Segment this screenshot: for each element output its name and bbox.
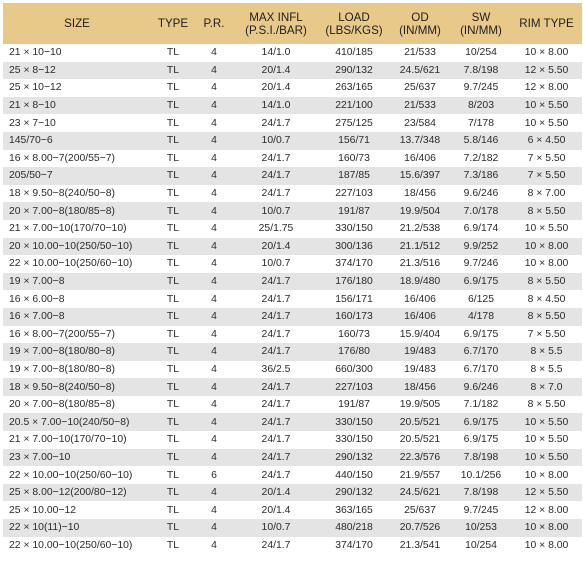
cell-sw: 10/254 (465, 539, 497, 551)
cell-pr: 4 (211, 293, 217, 305)
table-row (3, 273, 582, 291)
cell-size: 21 × 7.00−10(170/70−10) (9, 434, 127, 446)
cell-type: TL (166, 504, 180, 516)
column-header-od (389, 3, 451, 44)
cell-size: 19 × 7.00−8 (9, 276, 65, 288)
cell-load: 187/85 (338, 170, 370, 182)
cell-size: 16 × 7.00−8 (9, 311, 65, 323)
cell-sw: 9.6/246 (463, 381, 499, 393)
cell-rim-type: 10 × 5.50 (524, 100, 569, 112)
table-row (3, 220, 582, 238)
cell-type: TL (166, 170, 180, 182)
cell-pr: 6 (211, 469, 217, 481)
cell-type: TL (166, 451, 180, 463)
cell-sw: 7.1/182 (463, 399, 499, 411)
cell-type: TL (166, 223, 180, 235)
cell-load: 156/71 (338, 135, 370, 147)
cell-od: 18.9/480 (399, 276, 441, 288)
cell-max-infl: 20/1.4 (261, 487, 291, 499)
cell-load: 176/80 (338, 346, 370, 358)
cell-type: TL (166, 469, 180, 481)
cell-rim-type: 6 × 4.50 (527, 135, 566, 147)
cell-rim-type: 8 × 7.00 (527, 188, 566, 200)
cell-od: 21.3/516 (399, 258, 441, 270)
cell-sw: 5.8/146 (463, 135, 499, 147)
cell-sw: 7.8/198 (463, 451, 499, 463)
cell-pr: 4 (211, 363, 217, 375)
cell-sw: 7.2/182 (463, 152, 499, 164)
column-header-pr (195, 3, 233, 44)
cell-rim-type: 10 × 8.00 (524, 469, 569, 481)
cell-sw: 6.9/175 (463, 276, 499, 288)
cell-rim-type: 8 × 5.50 (527, 205, 566, 217)
table-row (3, 326, 582, 344)
cell-load: 160/73 (338, 152, 370, 164)
cell-rim-type: 10 × 8.00 (524, 258, 569, 270)
cell-od: 13.7/348 (399, 135, 441, 147)
cell-pr: 4 (211, 504, 217, 516)
cell-size: 22 × 10.00−10(250/60−10) (9, 539, 133, 551)
column-header-load (319, 3, 389, 44)
cell-rim-type: 10 × 5.50 (524, 416, 569, 428)
cell-pr: 4 (211, 416, 217, 428)
cell-type: TL (166, 47, 180, 59)
cell-max-infl: 24/1.7 (261, 381, 291, 393)
cell-sw: 6.9/175 (463, 416, 499, 428)
cell-pr: 4 (211, 117, 217, 129)
cell-pr: 4 (211, 381, 217, 393)
cell-sw: 6.9/174 (463, 223, 499, 235)
cell-od: 24.5/621 (399, 487, 441, 499)
cell-rim-type: 8 × 5.5 (530, 346, 563, 358)
tire-spec-table (3, 3, 582, 554)
cell-size: 23 × 7.00−10 (9, 451, 71, 463)
cell-pr: 4 (211, 135, 217, 147)
cell-size: 21 × 10−10 (9, 47, 62, 59)
cell-pr: 4 (211, 82, 217, 94)
cell-rim-type: 12 × 5.50 (524, 64, 569, 76)
cell-rim-type: 10 × 8.00 (524, 240, 569, 252)
cell-od: 21.2/538 (399, 223, 441, 235)
cell-pr: 4 (211, 451, 217, 463)
cell-size: 18 × 9.50−8(240/50−8) (9, 381, 116, 393)
cell-max-infl: 14/1.0 (261, 47, 291, 59)
cell-load: 290/132 (335, 487, 373, 499)
cell-rim-type: 10 × 8.00 (524, 47, 569, 59)
cell-max-infl: 24/1.7 (261, 399, 291, 411)
cell-max-infl: 24/1.7 (261, 434, 291, 446)
cell-rim-type: 10 × 5.50 (524, 117, 569, 129)
table-row (3, 413, 582, 431)
cell-size: 21 × 7.00−10(170/70−10) (9, 223, 127, 235)
table-row (3, 308, 582, 326)
cell-size: 21 × 8−10 (9, 100, 56, 112)
cell-od: 16/406 (404, 293, 436, 305)
cell-load: 410/185 (335, 47, 373, 59)
table-row (3, 449, 582, 467)
cell-pr: 4 (211, 434, 217, 446)
cell-load: 330/150 (335, 416, 373, 428)
table-row (3, 501, 582, 519)
table-body (3, 44, 582, 554)
cell-load: 290/132 (335, 64, 373, 76)
cell-size: 25 × 8.00−12(200/80−12) (9, 487, 127, 499)
column-header-sw (451, 3, 511, 44)
cell-sw: 9.9/252 (463, 240, 499, 252)
column-header-line: LOAD (338, 10, 370, 24)
cell-pr: 4 (211, 100, 217, 112)
cell-sw: 6.7/170 (463, 363, 499, 375)
cell-pr: 4 (211, 276, 217, 288)
table-row (3, 431, 582, 449)
cell-pr: 4 (211, 258, 217, 270)
cell-od: 23/584 (404, 117, 436, 129)
cell-rim-type: 8 × 4.50 (527, 293, 566, 305)
cell-max-infl: 10/0.7 (261, 258, 291, 270)
cell-type: TL (166, 539, 180, 551)
cell-size: 16 × 6.00−8 (9, 293, 65, 305)
column-header-line: (IN/MM) (460, 23, 502, 37)
cell-od: 16/406 (404, 311, 436, 323)
cell-pr: 4 (211, 205, 217, 217)
cell-type: TL (166, 381, 180, 393)
cell-sw: 10.1/256 (460, 469, 502, 481)
cell-sw: 10/254 (465, 47, 497, 59)
table-row (3, 97, 582, 115)
cell-load: 160/173 (335, 311, 373, 323)
cell-rim-type: 10 × 8.00 (524, 522, 569, 534)
cell-size: 16 × 8.00−7(200/55−7) (9, 152, 116, 164)
table-row (3, 167, 582, 185)
cell-max-infl: 24/1.7 (261, 451, 291, 463)
cell-size: 22 × 10(11)−10 (9, 522, 80, 534)
cell-load: 363/165 (335, 504, 373, 516)
table-header (3, 3, 582, 44)
cell-size: 20.5 × 7.00−10(240/50−8) (9, 416, 130, 428)
cell-type: TL (166, 293, 180, 305)
cell-od: 21/533 (404, 47, 436, 59)
table-row (3, 255, 582, 273)
cell-od: 19.9/505 (399, 399, 441, 411)
column-header-rim-type (511, 3, 582, 44)
cell-load: 300/136 (335, 240, 373, 252)
cell-od: 19/483 (404, 363, 436, 375)
cell-load: 660/300 (335, 363, 373, 375)
cell-od: 22.3/576 (399, 451, 441, 463)
cell-sw: 7.8/198 (463, 487, 499, 499)
column-header-line: (LBS/KGS) (325, 23, 383, 37)
cell-max-infl: 24/1.7 (261, 469, 291, 481)
cell-type: TL (166, 100, 180, 112)
cell-load: 263/165 (335, 82, 373, 94)
cell-rim-type: 8 × 7.0 (530, 381, 563, 393)
cell-type: TL (166, 135, 180, 147)
cell-od: 15.9/404 (399, 328, 441, 340)
column-header-line: OD (411, 10, 429, 24)
cell-type: TL (166, 117, 180, 129)
cell-type: TL (166, 258, 180, 270)
cell-max-infl: 10/0.7 (261, 135, 291, 147)
cell-rim-type: 10 × 5.50 (524, 223, 569, 235)
table-row (3, 62, 582, 80)
table-row (3, 114, 582, 132)
column-header-type (151, 3, 195, 44)
table-row (3, 150, 582, 168)
cell-load: 156/171 (335, 293, 373, 305)
cell-sw: 7/178 (467, 117, 494, 129)
cell-type: TL (166, 328, 180, 340)
cell-max-infl: 24/1.7 (261, 328, 291, 340)
cell-sw: 9.7/246 (463, 258, 499, 270)
cell-pr: 4 (211, 539, 217, 551)
cell-max-infl: 24/1.7 (261, 311, 291, 323)
cell-pr: 4 (211, 47, 217, 59)
cell-sw: 9.7/245 (463, 82, 499, 94)
table-row (3, 238, 582, 256)
column-header-line: RIM TYPE (519, 17, 574, 30)
cell-size: 20 × 7.00−8(180/85−8) (9, 205, 116, 217)
table-row (3, 343, 582, 361)
cell-load: 330/150 (335, 223, 373, 235)
cell-rim-type: 12 × 8.00 (524, 82, 569, 94)
cell-sw: 4/178 (467, 311, 494, 323)
cell-load: 374/170 (335, 539, 373, 551)
cell-pr: 4 (211, 346, 217, 358)
cell-pr: 4 (211, 170, 217, 182)
cell-type: TL (166, 522, 180, 534)
cell-type: TL (166, 205, 180, 217)
cell-od: 25/637 (404, 504, 436, 516)
cell-rim-type: 12 × 8.00 (524, 504, 569, 516)
cell-max-infl: 24/1.7 (261, 117, 291, 129)
cell-type: TL (166, 240, 180, 252)
cell-load: 480/218 (335, 522, 373, 534)
table-row (3, 361, 582, 379)
cell-size: 23 × 7−10 (9, 117, 56, 129)
cell-rim-type: 7 × 5.50 (527, 152, 566, 164)
table-row (3, 79, 582, 97)
cell-type: TL (166, 416, 180, 428)
table-row (3, 466, 582, 484)
cell-rim-type: 10 × 8.00 (524, 539, 569, 551)
cell-max-infl: 24/1.7 (261, 170, 291, 182)
cell-load: 160/73 (338, 328, 370, 340)
cell-size: 19 × 7.00−8(180/80−8) (9, 363, 116, 375)
cell-max-infl: 20/1.4 (261, 240, 291, 252)
cell-od: 18/456 (404, 188, 436, 200)
cell-od: 21/533 (404, 100, 436, 112)
cell-od: 15.6/397 (399, 170, 441, 182)
cell-type: TL (166, 276, 180, 288)
cell-load: 374/170 (335, 258, 373, 270)
cell-max-infl: 24/1.7 (261, 152, 291, 164)
cell-size: 19 × 7.00−8(180/80−8) (9, 346, 116, 358)
table-row (3, 396, 582, 414)
cell-type: TL (166, 434, 180, 446)
cell-size: 22 × 10.00−10(250/60−10) (9, 469, 133, 481)
cell-size: 20 × 7.00−8(180/85−8) (9, 399, 116, 411)
cell-sw: 7.0/178 (463, 205, 499, 217)
cell-type: TL (166, 188, 180, 200)
cell-pr: 4 (211, 223, 217, 235)
cell-sw: 8/203 (467, 100, 494, 112)
cell-od: 25/637 (404, 82, 436, 94)
cell-rim-type: 7 × 5.50 (527, 170, 566, 182)
column-header-line: (P.S.I./BAR) (245, 23, 307, 37)
cell-od: 19.9/504 (399, 205, 441, 217)
cell-load: 290/132 (335, 451, 373, 463)
cell-size: 25 × 10.00−12 (9, 504, 77, 516)
table-row (3, 44, 582, 62)
cell-pr: 4 (211, 240, 217, 252)
cell-sw: 10/253 (465, 522, 497, 534)
cell-max-infl: 20/1.4 (261, 82, 291, 94)
column-header-line: MAX INFL (249, 10, 303, 24)
cell-type: TL (166, 399, 180, 411)
cell-od: 24.5/621 (399, 64, 441, 76)
cell-size: 22 × 10.00−10(250/60−10) (9, 258, 133, 270)
cell-max-infl: 24/1.7 (261, 346, 291, 358)
cell-max-infl: 24/1.7 (261, 188, 291, 200)
cell-load: 221/100 (335, 100, 373, 112)
cell-pr: 4 (211, 487, 217, 499)
cell-sw: 6/125 (467, 293, 494, 305)
cell-sw: 6.7/170 (463, 346, 499, 358)
cell-max-infl: 24/1.7 (261, 276, 291, 288)
cell-od: 21.9/557 (399, 469, 441, 481)
cell-rim-type: 8 × 5.50 (527, 311, 566, 323)
cell-load: 191/87 (338, 399, 370, 411)
cell-size: 25 × 10−12 (9, 82, 62, 94)
column-header-line: (IN/MM) (399, 23, 441, 37)
cell-max-infl: 20/1.4 (261, 504, 291, 516)
cell-od: 21.3/541 (399, 539, 441, 551)
cell-rim-type: 10 × 5.50 (524, 434, 569, 446)
cell-rim-type: 7 × 5.50 (527, 328, 566, 340)
cell-pr: 4 (211, 328, 217, 340)
cell-load: 176/180 (335, 276, 373, 288)
cell-size: 18 × 9.50−8(240/50−8) (9, 188, 116, 200)
column-header-line: SIZE (64, 17, 90, 30)
cell-pr: 4 (211, 311, 217, 323)
table-row (3, 537, 582, 555)
column-header-line: TYPE (157, 17, 189, 30)
cell-load: 440/150 (335, 469, 373, 481)
cell-pr: 4 (211, 152, 217, 164)
cell-max-infl: 20/1.4 (261, 64, 291, 76)
cell-max-infl: 25/1.75 (258, 223, 294, 235)
cell-type: TL (166, 82, 180, 94)
cell-pr: 4 (211, 188, 217, 200)
cell-max-infl: 14/1.0 (261, 100, 291, 112)
table-row (3, 378, 582, 396)
cell-size: 205/50−7 (9, 170, 53, 182)
cell-od: 20.5/521 (399, 416, 441, 428)
table-row (3, 132, 582, 150)
cell-load: 275/125 (335, 117, 373, 129)
table-row (3, 290, 582, 308)
table-row (3, 519, 582, 537)
column-header-size (3, 3, 151, 44)
cell-sw: 6.9/175 (463, 328, 499, 340)
cell-max-infl: 10/0.7 (261, 205, 291, 217)
cell-load: 227/103 (335, 381, 373, 393)
cell-type: TL (166, 363, 180, 375)
cell-load: 330/150 (335, 434, 373, 446)
cell-od: 20.7/526 (399, 522, 441, 534)
cell-rim-type: 10 × 5.50 (524, 451, 569, 463)
cell-sw: 7.3/186 (463, 170, 499, 182)
cell-pr: 4 (211, 399, 217, 411)
cell-type: TL (166, 487, 180, 499)
cell-max-infl: 24/1.7 (261, 293, 291, 305)
header-row (3, 3, 582, 44)
table-row (3, 202, 582, 220)
cell-rim-type: 8 × 5.50 (527, 276, 566, 288)
cell-sw: 9.6/246 (463, 188, 499, 200)
table-row (3, 185, 582, 203)
cell-pr: 4 (211, 64, 217, 76)
cell-max-infl: 36/2.5 (261, 363, 291, 375)
table-row (3, 484, 582, 502)
cell-rim-type: 8 × 5.5 (530, 363, 563, 375)
cell-size: 145/70−6 (9, 135, 53, 147)
cell-pr: 4 (211, 522, 217, 534)
column-header-line: SW (471, 10, 491, 24)
cell-type: TL (166, 152, 180, 164)
cell-max-infl: 10/0.7 (261, 522, 291, 534)
cell-od: 19/483 (404, 346, 436, 358)
column-header-max-infl (233, 3, 319, 44)
cell-load: 227/103 (335, 188, 373, 200)
cell-size: 20 × 10.00−10(250/50−10) (9, 240, 133, 252)
cell-od: 16/406 (404, 152, 436, 164)
cell-load: 191/87 (338, 205, 370, 217)
cell-od: 18/456 (404, 381, 436, 393)
cell-max-infl: 24/1.7 (261, 539, 291, 551)
cell-od: 21.1/512 (399, 240, 441, 252)
cell-size: 25 × 8−12 (9, 64, 56, 76)
cell-sw: 9.7/245 (463, 504, 499, 516)
cell-size: 16 × 8.00−7(200/55−7) (9, 328, 116, 340)
column-header-line: P.R. (203, 17, 225, 30)
cell-type: TL (166, 346, 180, 358)
cell-rim-type: 8 × 5.50 (527, 399, 566, 411)
cell-rim-type: 12 × 5.50 (524, 487, 569, 499)
cell-type: TL (166, 311, 180, 323)
cell-sw: 6.9/175 (463, 434, 499, 446)
cell-sw: 7.8/198 (463, 64, 499, 76)
cell-max-infl: 24/1.7 (261, 416, 291, 428)
cell-od: 20.5/521 (399, 434, 441, 446)
cell-type: TL (166, 64, 180, 76)
